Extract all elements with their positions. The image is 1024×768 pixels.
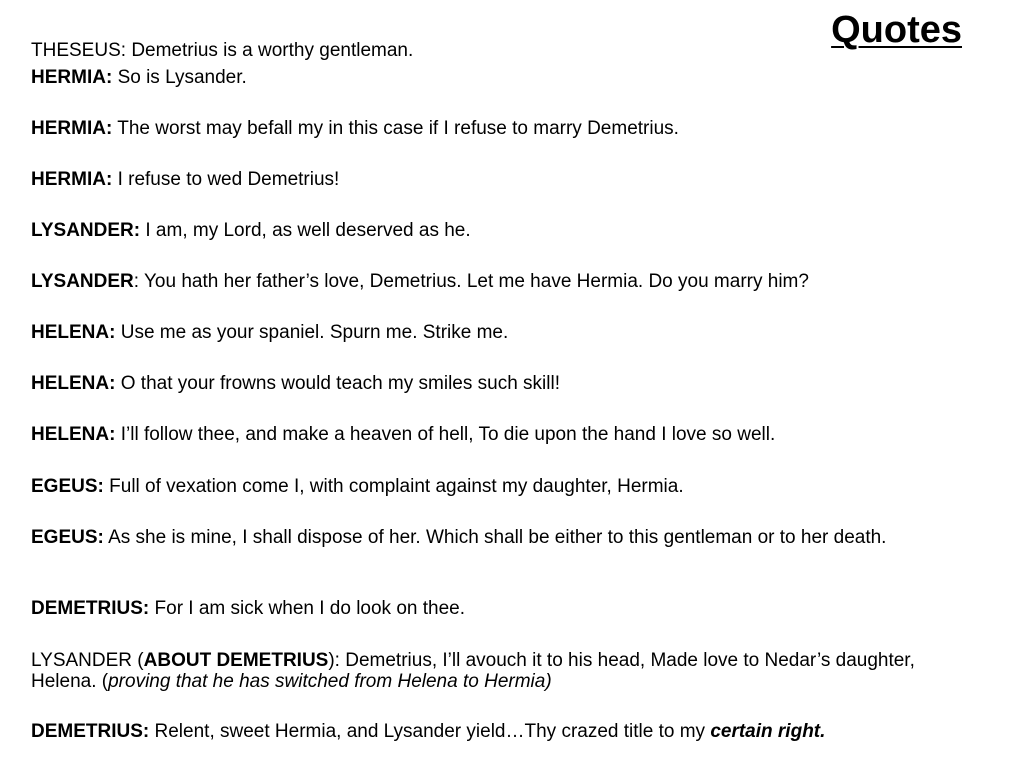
quote-helena-2 <box>31 373 971 394</box>
speaker-name: HERMIA: <box>31 118 113 139</box>
speaker-name: EGEUS: <box>31 476 104 497</box>
quote-text: Demetrius is a worthy gentleman. <box>131 40 414 61</box>
speaker-name: EGEUS: <box>31 527 104 548</box>
quote-note: proving that he has switched from Helena to Hermia) <box>108 671 552 692</box>
speaker-name: LYSANDER ( <box>31 650 144 671</box>
quote-text: Relent, sweet Hermia, and Lysander yield…Thy crazed title to my <box>154 721 711 742</box>
quote-egeus-1 <box>31 476 971 497</box>
speaker-name: HELENA: <box>31 424 116 445</box>
quote-text: I’ll follow thee, and make a heaven of hell, To die upon the hand I love so well. <box>120 424 776 445</box>
quote-lysander-2 <box>31 271 971 292</box>
quote-text: I refuse to wed Demetrius! <box>117 169 340 190</box>
speaker-name: DEMETRIUS: <box>31 598 150 619</box>
quote-hermia-1 <box>31 67 971 88</box>
speaker-separator: ): <box>328 650 346 671</box>
quote-helena-3 <box>31 424 971 445</box>
quote-egeus-2 <box>31 527 971 548</box>
quote-text: Full of vexation come I, with complaint against my daughter, Hermia. <box>109 476 684 497</box>
quote-helena-1 <box>31 322 971 343</box>
quote-theseus <box>31 40 971 61</box>
quote-lysander-1 <box>31 220 971 241</box>
quote-text: You hath her father’s love, Demetrius. Let me have Hermia. Do you marry him? <box>143 271 809 292</box>
quote-text: The worst may befall my in this case if I refuse to marry Demetrius. <box>117 118 679 139</box>
speaker-name: LYSANDER: <box>31 220 141 241</box>
slide-title: Quotes <box>831 9 962 51</box>
quote-text: As she is mine, I shall dispose of her. Which shall be either to this gentleman or to her death. <box>108 527 887 548</box>
quote-text: For I am sick when I do look on thee. <box>154 598 466 619</box>
speaker-name: DEMETRIUS: <box>31 721 150 742</box>
quote-text: So is Lysander. <box>117 67 247 88</box>
quote-lysander-3 <box>31 650 971 692</box>
quote-emphasis: certain right. <box>710 721 826 742</box>
quote-demetrius-1 <box>31 598 971 619</box>
quote-text: I am, my Lord, as well deserved as he. <box>145 220 471 241</box>
speaker-name: HERMIA: <box>31 169 113 190</box>
speaker-annotation: ABOUT DEMETRIUS <box>143 650 329 671</box>
speaker-name: HELENA: <box>31 322 116 343</box>
quote-demetrius-2 <box>31 721 971 742</box>
quote-hermia-2 <box>31 118 971 139</box>
quote-hermia-3 <box>31 169 971 190</box>
speaker-name: HELENA: <box>31 373 116 394</box>
speaker-name: LYSANDER <box>31 271 134 292</box>
quote-text: Use me as your spaniel. Spurn me. Strike me. <box>120 322 509 343</box>
speaker-name: THESEUS <box>31 40 121 61</box>
speaker-name: HERMIA: <box>31 67 113 88</box>
speaker-separator: : <box>120 40 132 61</box>
quote-text: O that your frowns would teach my smiles such skill! <box>120 373 560 394</box>
quote-text: Demetrius, I’ll avouch it to his head, Made love to Nedar’s daughter, Helena. ( <box>31 650 915 692</box>
speaker-separator: : <box>133 271 144 292</box>
